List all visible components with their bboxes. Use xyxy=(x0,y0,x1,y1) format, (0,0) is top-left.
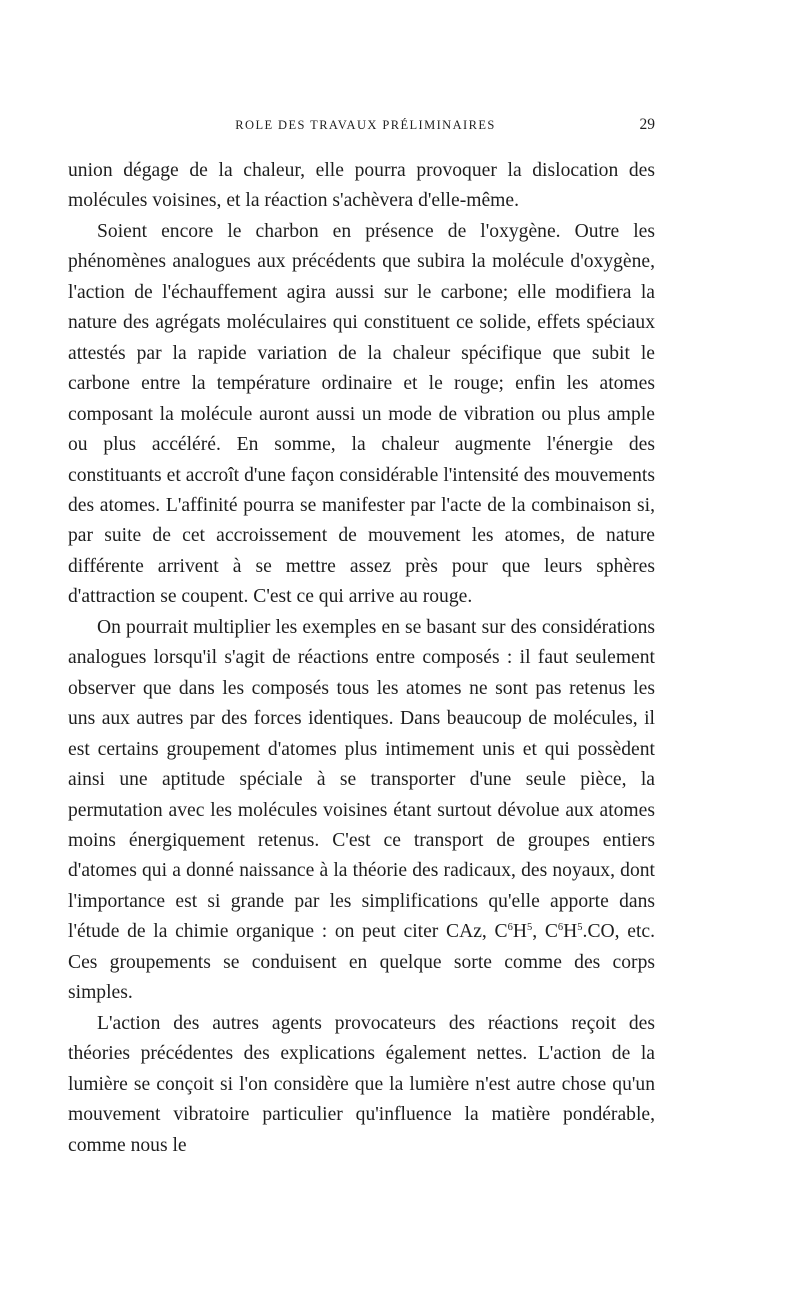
paragraph: On pourrait multiplier les exemples en se basant sur des considérations analogues lorsqu'il s'agit de réactions entre composés : il faut seulement observer que dans les composés tous les atomes ne sont pas retenus les uns aux autres par des forces identiques. Dans beaucoup de molécules, il est certains groupement d'atomes plus intimement unis et qui possèdent ainsi une aptitude spéciale à se transporter d'une seule pièce, la permutation avec les molécules voisines étant surtout dévolue aux atomes moins énergiquement retenus. C'est ce transport de groupes entiers d'atomes qui a donné naissance à la théorie des radicaux, des noyaux, dont l'importance est si grande par les simplifications qu'elle apporte dans l'étude de la chimie organique : on peut citer CAz, $C^6H^5$, $C^6H^5.CO$, etc. Ces groupements se conduisent en quelque sorte comme des corps simples. xyxy=(68,616,655,1004)
book-page xyxy=(68,116,655,1161)
page-number: 29 xyxy=(639,116,655,133)
paragraph: Soient encore le charbon en présence de l'oxygène. Outre les phénomènes analogues aux précédents que subira la molécule d'oxygène, l'action de l'échauffement agira aussi sur le carbone; elle modifiera la nature des agrégats moléculaires qui constituent ce solide, effets spéciaux attestés par la rapide variation de la chaleur spécifique que subit le carbone entre la température ordinaire et le rouge; enfin les atomes composant la molécule auront aussi un mode de vibration ou plus ample ou plus accéléré. En somme, la chaleur augmente l'énergie des constituants et accroît d'une façon considérable l'intensité des mouvements des atomes. L'affinité pourra se manifester par l'acte de la combinaison si, par suite de cet accroissement de mouvement les atomes, de nature différente arrivent à se mettre assez près pour que leurs sphères d'attraction se coupent. C'est ce qui arrive au rouge. xyxy=(68,220,655,608)
body-text xyxy=(68,156,655,1161)
paragraph-text: , etc. Ces groupements se conduisent en quelque sorte comme des corps simples. xyxy=(68,921,655,1004)
paragraph: union dégage de la chaleur, elle pourra provoquer la dislocation des molécules voisines, et la réaction s'achèvera d'elle-même. xyxy=(68,160,655,212)
paragraph-text: On pourrait multiplier les exemples en se basant sur des considérations analogues lorsqu'il s'agit de réactions entre composés : il faut seulement observer que dans les composés tous les atomes ne sont pas retenus les uns aux autres par des forces identiques. Dans beaucoup de molécules, il est certains groupement d'atomes plus intimement unis et qui possèdent ainsi une aptitude spéciale à se transporter d'une seule pièce, la permutation avec les molécules voisines étant surtout dévolue aux atomes moins énergiquement retenus. C'est ce transport de groupes entiers d'atomes qui a donné naissance à la théorie des radicaux, des noyaux, dont l'importance est si grande par les simplifications qu'elle apporte dans l'étude de la chimie organique : on peut citer CAz, xyxy=(68,616,655,943)
paragraph: L'action des autres agents provocateurs des réactions reçoit des théories précédentes des explications également nettes. L'action de la lumière se conçoit si l'on considère que la lumière n'est autre chose qu'un mouvement vibratoire particulier qu'influence la matière pondérable, comme nous le xyxy=(68,1012,655,1156)
chemical-formula: $C^6H^5.CO$ xyxy=(544,921,615,943)
running-title: ROLE DES TRAVAUX PRÉLIMINAIRES xyxy=(235,118,496,132)
chemical-formula: $C^6H^5$ xyxy=(494,921,533,943)
running-header xyxy=(68,116,655,140)
